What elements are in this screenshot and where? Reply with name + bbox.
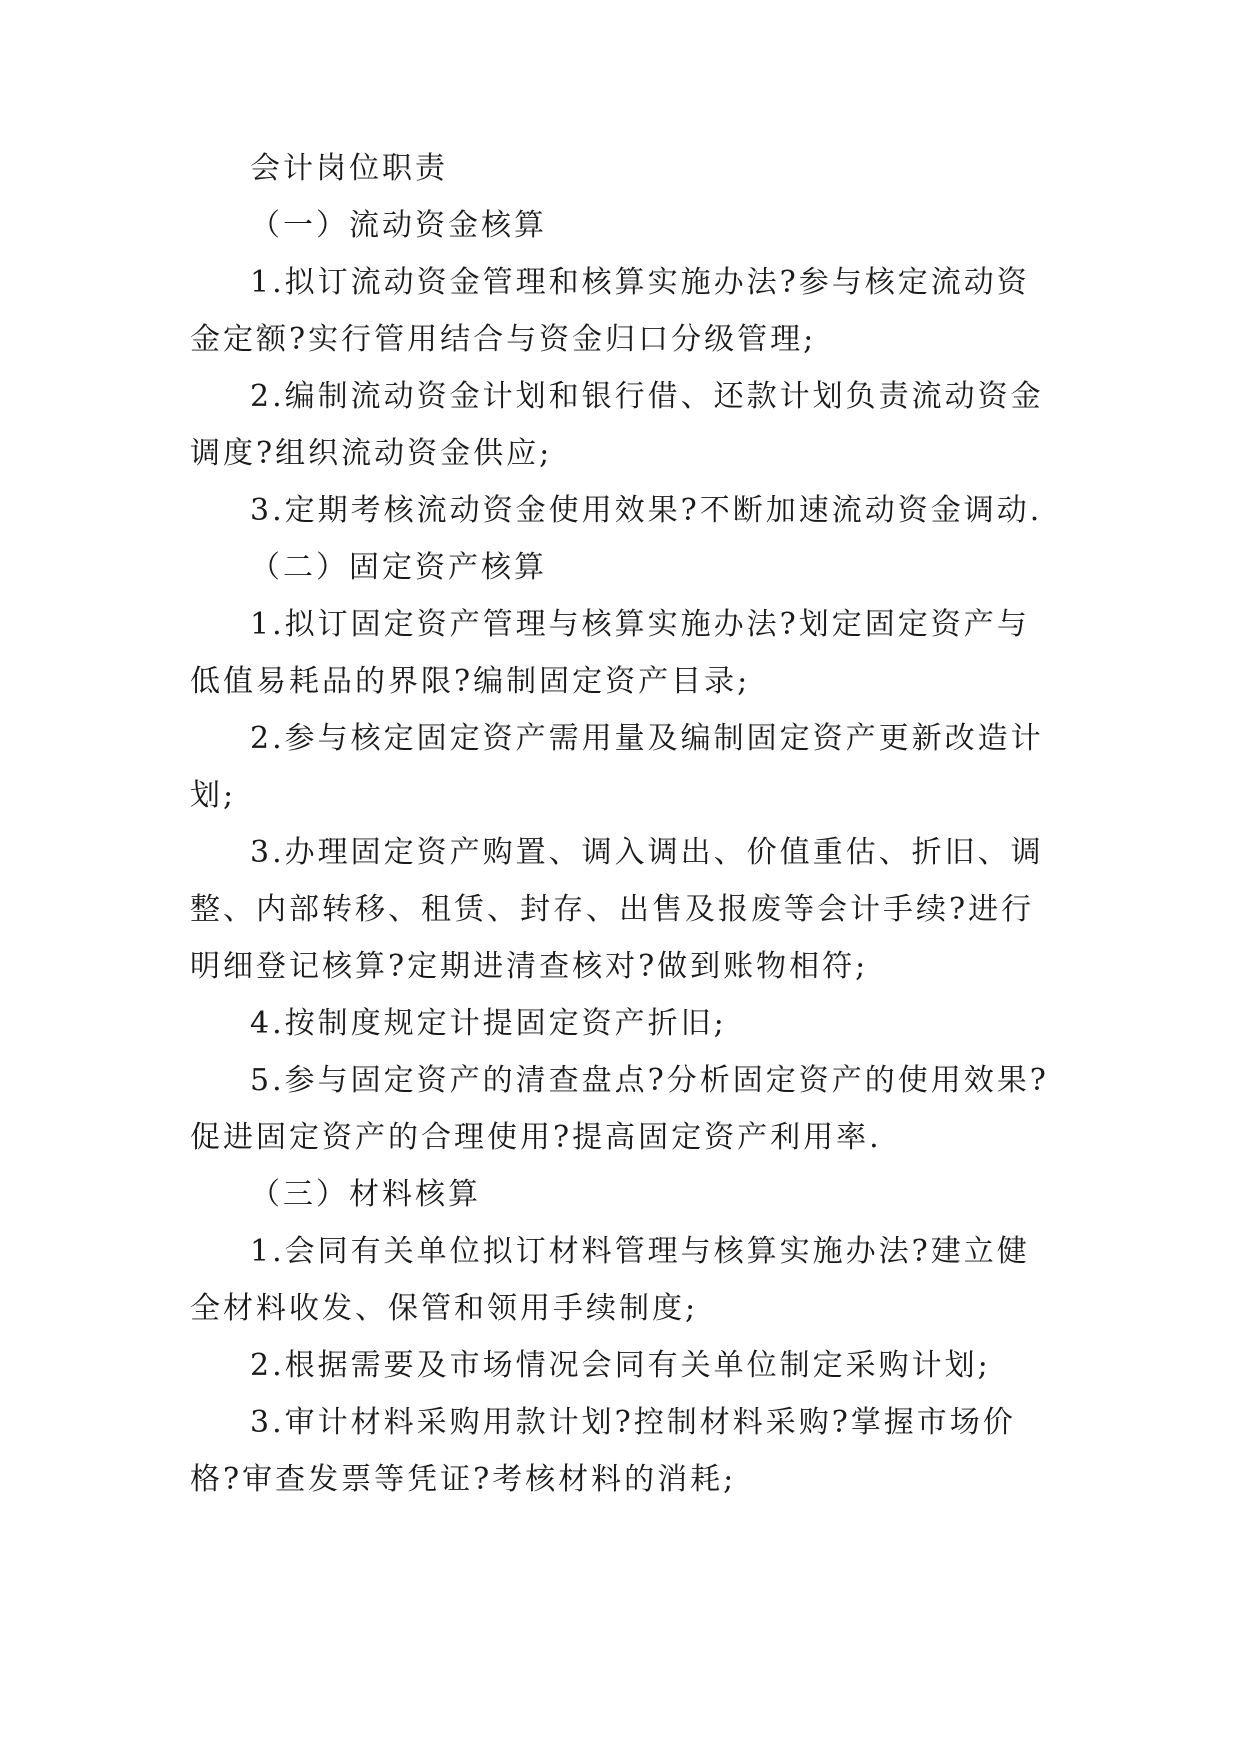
section3-item-3: 3.审计材料采购用款计划?控制材料采购?掌握市场价格?审查发票等凭证?考核材料的消耗; (190, 1405, 1016, 1497)
section2-item-3: 3.办理固定资产购置、调入调出、价值重估、折旧、调整、内部转移、租赁、封存、出售及报废等会计手续?进行明细登记核算?定期进清查核对?做到账物相符; (190, 835, 1044, 984)
section-heading-1: （一）流动资金核算 (250, 208, 547, 243)
section1-item-3: 3.定期考核流动资金使用效果?不断加速流动资金调动. (250, 493, 1043, 528)
section-heading-2: （二）固定资产核算 (250, 550, 547, 585)
section3-item-1: 1.会同有关单位拟订材料管理与核算实施办法?建立健全材料收发、保管和领用手续制度; (190, 1234, 1030, 1326)
section1-item-1: 1.拟订流动资金管理和核算实施办法?参与核定流动资金定额?实行管用结合与资金归口分级管理; (190, 265, 1030, 357)
section2-item-5: 5.参与固定资产的清查盘点?分析固定资产的使用效果?促进固定资产的合理使用?提高固定资产利用率. (190, 1063, 1049, 1155)
section-heading-3: （三）材料核算 (250, 1177, 481, 1212)
section2-item-2: 2.参与核定固定资产需用量及编制固定资产更新改造计划; (190, 721, 1044, 813)
section2-item-1: 1.拟订固定资产管理与核算实施办法?划定固定资产与低值易耗品的界限?编制固定资产目录; (190, 607, 1030, 699)
section1-item-2: 2.编制流动资金计划和银行借、还款计划负责流动资金调度?组织流动资金供应; (190, 379, 1044, 471)
section2-item-4: 4.按制度规定计提固定资产折旧; (250, 1006, 727, 1041)
section3-item-2: 2.根据需要及市场情况会同有关单位制定采购计划; (250, 1348, 991, 1383)
document-title: 会计岗位职责 (250, 151, 448, 186)
